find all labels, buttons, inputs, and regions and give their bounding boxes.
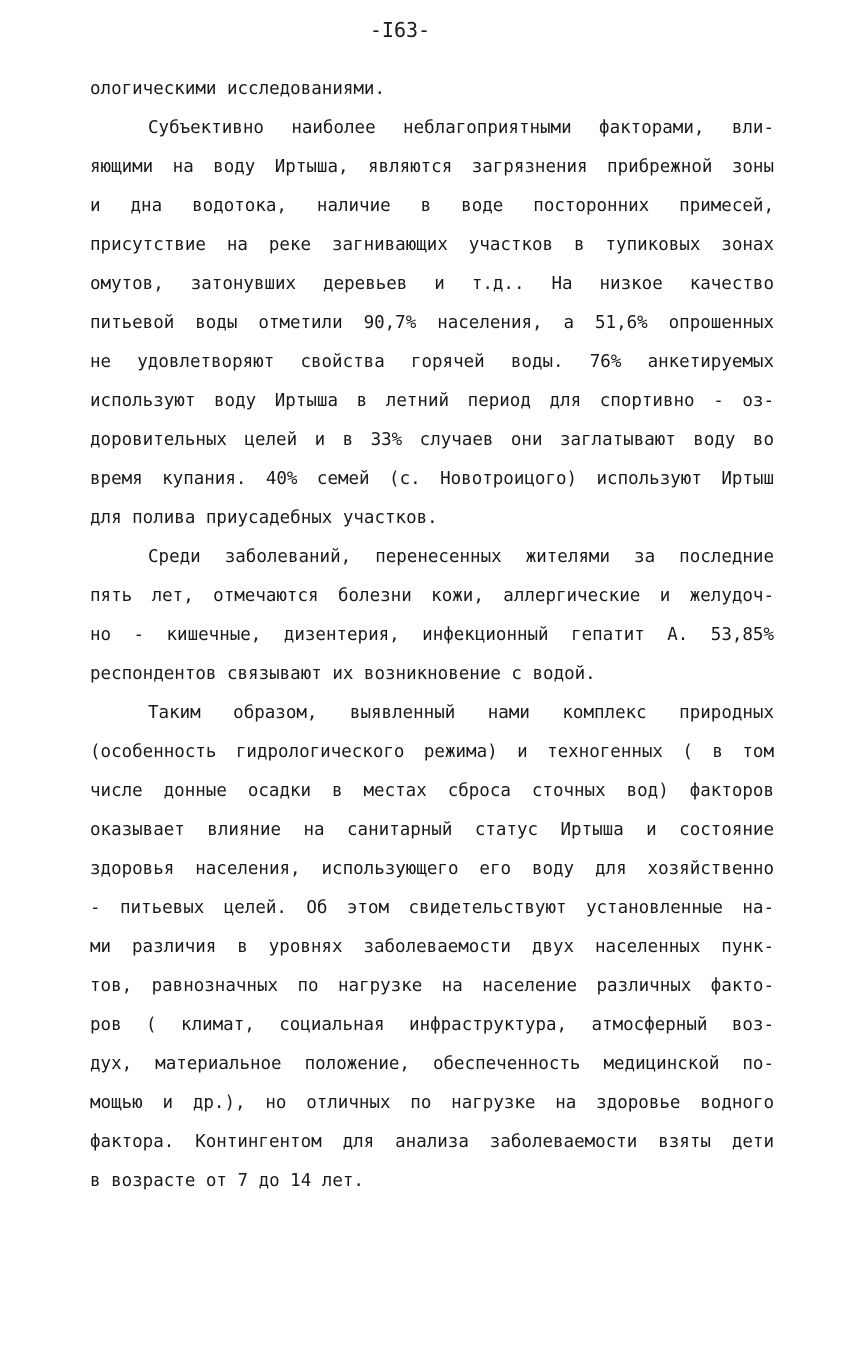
text-line: и дна водотока, наличие в воде посторонних примесей, [90,196,774,216]
text-line: Таким образом, выявленный нами комплекс природных [148,703,774,723]
text-line: здоровья населения, использующего его воду для хозяйственно [90,859,774,879]
text-line: время купания. 40% семей (с. Новотроицого) используют Иртыш [90,469,774,489]
text-line: используют воду Иртыша в летний период для спортивно - оз- [90,391,774,411]
text-line: ологическими исследованиями. [90,79,386,99]
text-line: Среди заболеваний, перенесенных жителями за последние [148,547,774,567]
text-line: ми различия в уровнях заболеваемости двух населенных пунк- [90,937,774,957]
text-line: присутствие на реке загнивающих участков в тупиковых зонах [90,235,774,255]
text-line: (особенность гидрологического режима) и техногенных ( в том [90,742,774,762]
text-line: респондентов связывают их возникновение с водой. [90,664,596,684]
text-line: питьевой воды отметили 90,7% населения, а 51,6% опрошенных [90,313,774,333]
text-line: доровительных целей и в 33% случаев они заглатывают воду во [90,430,774,450]
text-line: яющими на воду Иртыша, являются загрязнения прибрежной зоны [90,157,774,177]
text-line: Субъективно наиболее неблагоприятными факторами, вли- [148,118,774,138]
text-line: омутов, затонувших деревьев и т.д.. На низкое качество [90,274,774,294]
text-line: для полива приусадебных участков. [90,508,438,528]
text-line: оказывает влияние на санитарный статус Иртыша и состояние [90,820,774,840]
text-line: но - кишечные, дизентерия, инфекционный гепатит А. 53,85% [90,625,774,645]
text-line: пять лет, отмечаются болезни кожи, аллергические и желудоч- [90,586,774,606]
page-number: -I63- [369,18,431,42]
text-line: фактора. Контингентом для анализа заболеваемости взяты дети [90,1132,774,1152]
text-line: мощью и др.), но отличных по нагрузке на здоровье водного [90,1093,774,1113]
text-line: тов, равнозначных по нагрузке на население различных факто- [90,976,774,996]
text-line: - питьевых целей. Об этом свидетельствуют установленные на- [90,898,774,918]
text-line: ров ( климат, социальная инфраструктура, атмосферный воз- [90,1015,774,1035]
text-line: числе донные осадки в местах сброса сточных вод) факторов [90,781,774,801]
text-line: дух, материальное положение, обеспеченность медицинской по- [90,1054,774,1074]
text-line: не удовлетворяют свойства горячей воды. 76% анкетируемых [90,352,774,372]
body-text [90,75,774,1206]
text-line: в возрасте от 7 до 14 лет. [90,1171,364,1191]
